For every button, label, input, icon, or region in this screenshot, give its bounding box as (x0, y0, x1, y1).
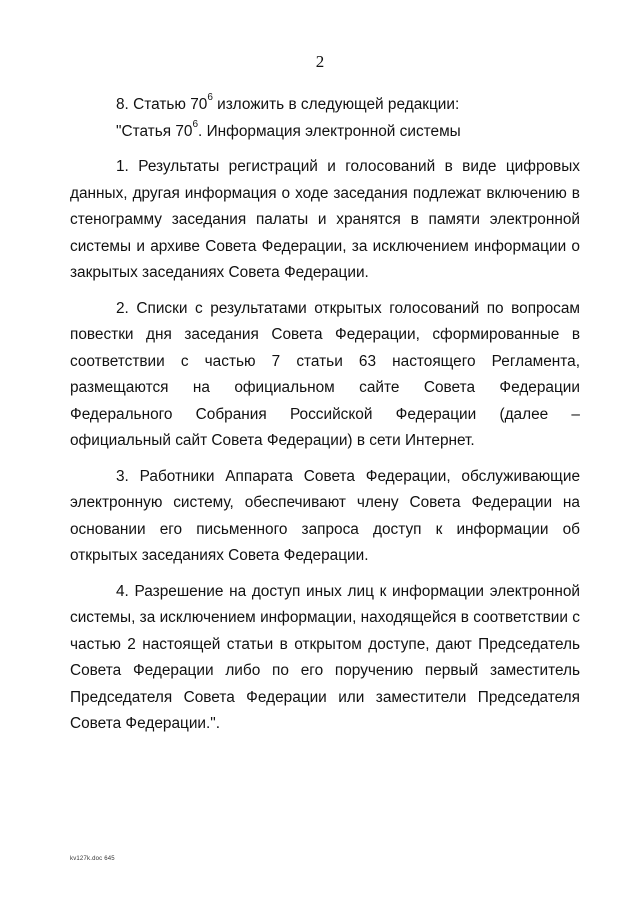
paragraph-2: 2. Списки с результатами открытых голосований по вопросам повестки дня заседания Совета Федерации, сформированные в соответствии с частью 7 статьи 63 настоящего Регламента, размещаются на официальном сайте Совета Федерации Федерального Собрания Российской Федерации (далее – официальный сайт Совета Федерации) в сети Интернет. (70, 299, 580, 449)
article-heading-superscript: 6 (192, 118, 199, 130)
footer-file-id: kv127k.doc 645 (70, 856, 115, 862)
paragraph-3: 3. Работники Аппарата Совета Федерации, обслуживающие электронную систему, обеспечивают члену Совета Федерации на основании его письменного запроса доступ к информации об открытых заседаниях Совета Федерации. (70, 467, 580, 564)
document-body (70, 92, 580, 738)
article-heading (70, 119, 580, 146)
page-number: 2 (315, 52, 325, 71)
intro-line-1-text: 8. Статью 70 (116, 96, 208, 113)
paragraph-4: 4. Разрешение на доступ иных лиц к информации электронной системы, за исключением информации, находящейся в соответствии с частью 2 настоящей статьи в открытом доступе, дают Председатель Совета Федерации либо по его поручению первый заместитель Председателя Совета Федерации или заместители Председателя Совета Федерации.". (70, 582, 580, 732)
intro-line-1-text-after: изложить в следующей редакции: (212, 96, 460, 113)
paragraph-1: 1. Результаты регистраций и голосований в виде цифровых данных, другая информация о ходе заседания подлежат включению в стенограмму заседания палаты и хранятся в памяти электронной системы и архиве Совета Федерации, за исключением информации о закрытых заседаниях Совета Федерации. (70, 158, 580, 281)
article-heading-text: "Статья 70 (116, 122, 193, 140)
intro-line-1 (70, 92, 580, 119)
intro-line-1-superscript: 6 (207, 92, 213, 103)
article-heading-text-after: . Информация электронной системы (198, 122, 461, 140)
